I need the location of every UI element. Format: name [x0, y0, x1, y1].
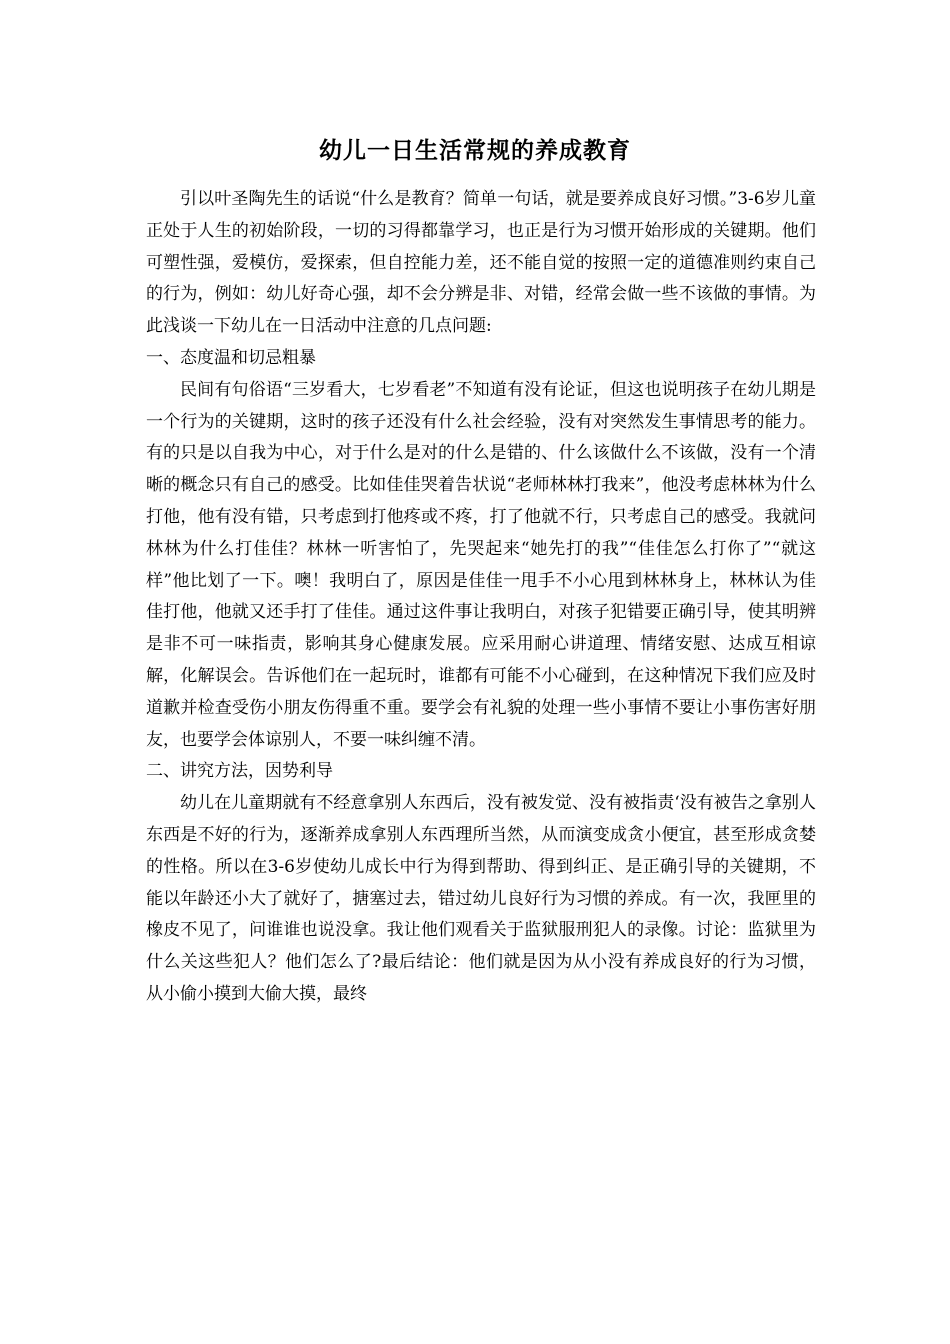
- section-heading-2: 二、讲究方法，因势利导: [146, 761, 333, 782]
- section-paragraph-2: 幼儿在儿童期就有不经意拿别人东西后，没有被发觉、没有被指责‘没有被告之拿别人东西是不好的行为，逐渐养成拿别人东西理所当然，从而演变成贪小便宜，甚至形成贪婪的性格。所以在3-6岁使幼儿成长中行为得到帮助、得到纠正、是正确引导的关键期，不能以年龄还小大了就好了，搪塞过去，错过幼儿良好行为习惯的养成。有一次，我匣里的橡皮不见了，问谁谁也说没拿。我让他们观看关于监狱服刑犯人的录像。讨论：监狱里为什么关这些犯人？他们怎么了?最后结论：他们就是因为从小没有养成良好的行为习惯，从小偷小摸到大偷大摸，最终: [146, 793, 816, 1004]
- document-title: 幼儿一日生活常规的养成教育: [319, 137, 631, 164]
- intro-paragraph: 引以叶圣陶先生的话说“什么是教育？简单一句话，就是要养成良好习惯。”3-6岁儿童正处于人生的初始阶段，一切的习得都靠学习，也正是行为习惯开始形成的关键期。他们可塑性强，爱模仿，爱探索，但自控能力差，还不能自觉的按照一定的道德准则约束自己的行为，例如：幼儿好奇心强，却不会分辨是非、对错，经常会做一些不该做的事情。为此浅谈一下幼儿在一日活动中注意的几点问题:: [146, 189, 816, 337]
- section-heading-1: 一、态度温和切忌粗暴: [146, 347, 316, 368]
- section-paragraph-1: 民间有句俗语“三岁看大，七岁看老”不知道有没有论证，但这也说明孩子在幼儿期是一个行为的关键期，这时的孩子还没有什么社会经验，没有对突然发生事情思考的能力。有的只是以自我为中心，对于什么是对的什么是错的、什么该做什么不该做，没有一个清晰的概念只有自己的感受。比如佳佳哭着告状说“老师林林打我来”，他没考虑林林为什么打他，他有没有错，只考虑到打他疼或不疼，打了他就不行，只考虑自己的感受。我就问林林为什么打佳佳？林林一听害怕了，先哭起来“她先打的我”“佳佳怎么打你了”“就这样”他比划了一下。噢！我明白了，原因是佳佳一甩手不小心甩到林林身上，林林认为佳佳打他，他就又还手打了佳佳。通过这件事让我明白，对孩子犯错要正确引导，使其明辨是非不可一味指责，影响其身心健康发展。应采用耐心讲道理、情绪安慰、达成互相谅解，化解误会。告诉他们在一起玩时，谁都有可能不小心碰到，在这种情况下我们应及时道歉并检查受伤小朋友伤得重不重。要学会有礼貌的处理一些小事情不要让小事伤害好朋友，也要学会体谅别人，不要一味纠缠不清。: [146, 379, 816, 750]
- document-body: [146, 184, 816, 1011]
